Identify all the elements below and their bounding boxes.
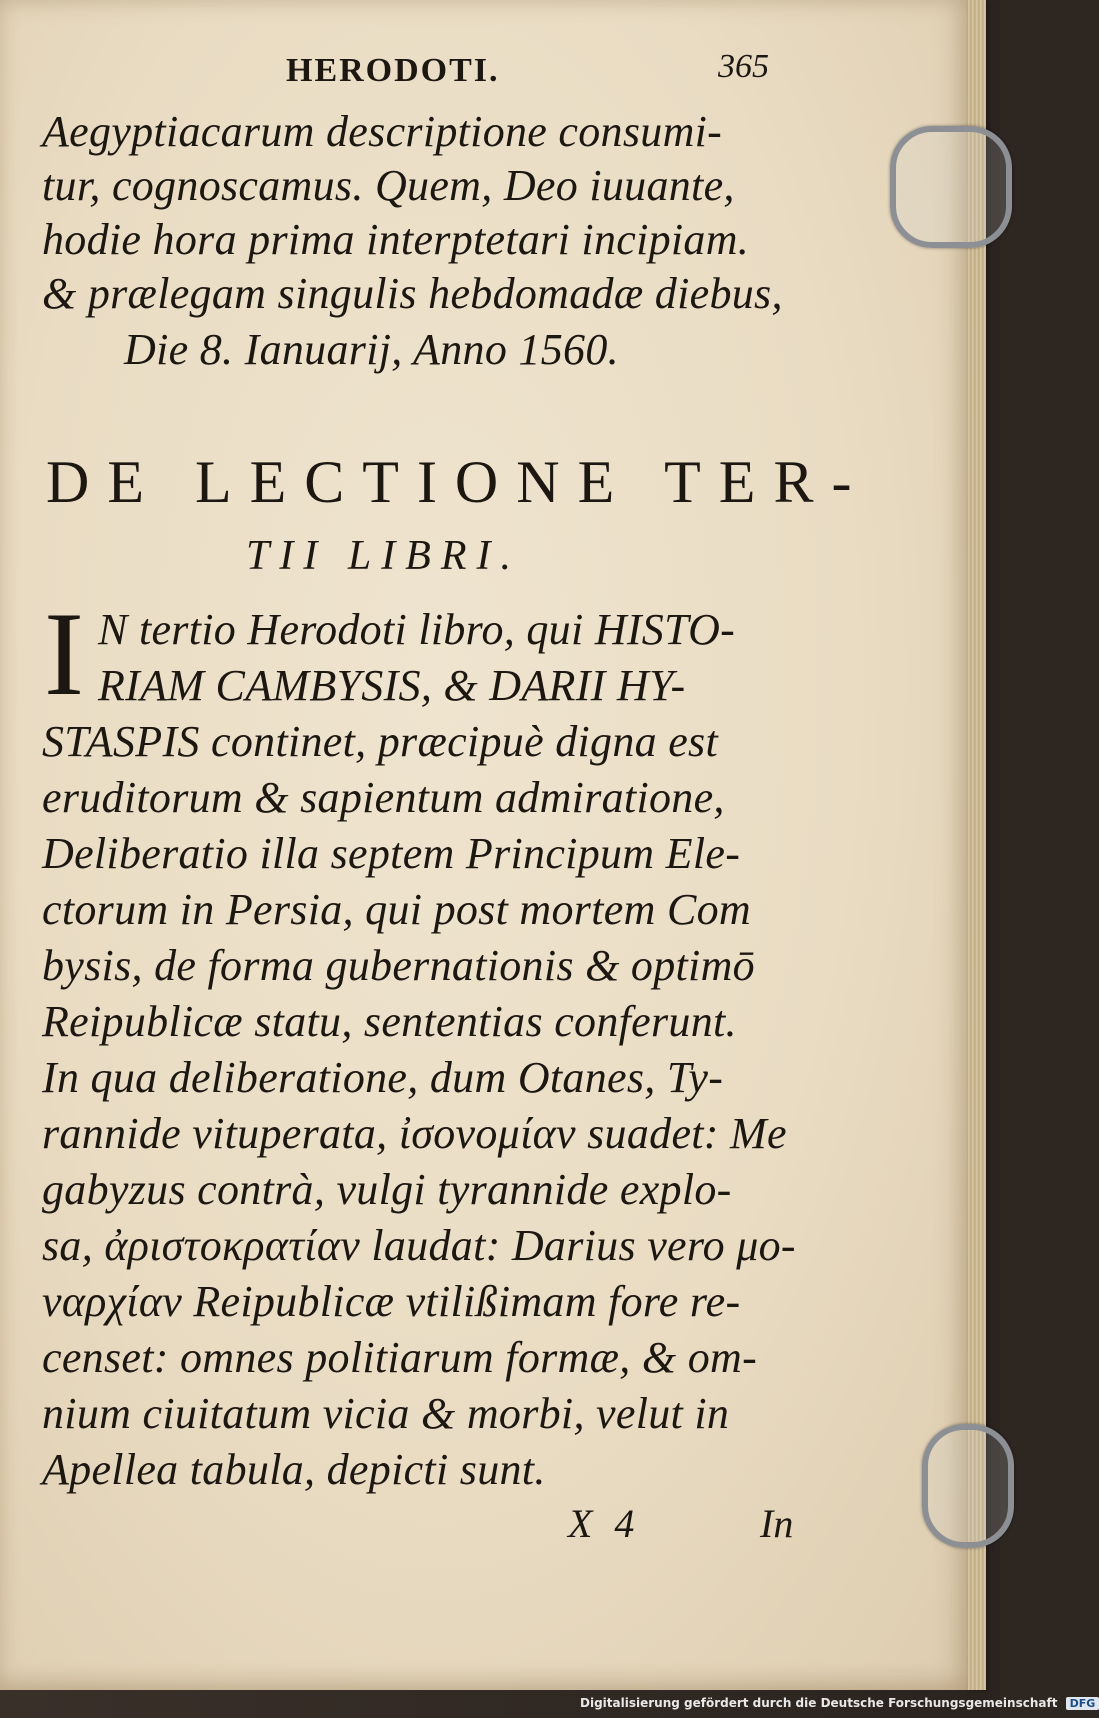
text-line: tur, cognoscamus. Quem, Deo iuuante,: [42, 161, 735, 210]
text-line: N tertio Herodoti libro, qui HISTO-: [98, 605, 736, 654]
text-line: hodie hora prima interptetari incipiam.: [42, 215, 750, 264]
text-line: ναρχίαν Reipublicæ vtilißimam fore re-: [42, 1277, 741, 1326]
page-number: 365: [718, 48, 769, 85]
credit-text: Digitalisierung gefördert durch die Deutsche Forschungsgemeinschaft: [580, 1696, 1058, 1710]
catchword: In: [760, 1501, 794, 1546]
text-line: rannide vituperata, ἰσονομίαν suadet: Me: [42, 1109, 787, 1158]
section-heading: DE LECTIONE TER-: [46, 449, 870, 515]
paper-clip-bottom: [922, 1424, 1014, 1548]
text-line: ctorum in Persia, qui post mortem Com: [42, 885, 751, 934]
text-line: STASPIS continet, præcipuè digna est: [42, 717, 718, 766]
text-line: eruditorum & sapientum admiratione,: [42, 773, 725, 822]
date-line: Die 8. Ianuarij, Anno 1560.: [124, 325, 619, 374]
text-line: bysis, de forma gubernationis & optimō: [42, 941, 755, 990]
text-line: RIAM CAMBYSIS, & DARII HY-: [98, 661, 686, 710]
text-line: censet: omnes politiarum formæ, & om-: [42, 1333, 758, 1382]
text-line: nium ciuitatum vicia & morbi, velut in: [42, 1389, 730, 1438]
signature-mark: X 4: [568, 1501, 641, 1546]
text-line: Apellea tabula, depicti sunt.: [42, 1445, 546, 1494]
running-head: HERODOTI.: [286, 52, 500, 89]
text-line: Aegyptiacarum descriptione consumi-: [42, 107, 723, 156]
dfg-logo: DFG: [1066, 1697, 1099, 1710]
text-line: gabyzus contrà, vulgi tyrannide explo-: [42, 1165, 732, 1214]
text-line: sa, ἀριστοκρατίαν laudat: Darius vero μο-: [42, 1221, 796, 1270]
text-line: & prælegam singulis hebdomadæ diebus,: [42, 269, 783, 318]
text-line: In qua deliberatione, dum Otanes, Ty-: [42, 1053, 724, 1102]
paper-clip-top: [890, 126, 1012, 248]
text-line: Deliberatio illa septem Principum Ele-: [42, 829, 741, 878]
section-heading-continued: TII LIBRI.: [246, 533, 521, 579]
digitization-credit: [580, 1696, 1099, 1710]
drop-capital: I: [44, 587, 84, 720]
text-line: Reipublicæ statu, sententias conferunt.: [42, 997, 737, 1046]
